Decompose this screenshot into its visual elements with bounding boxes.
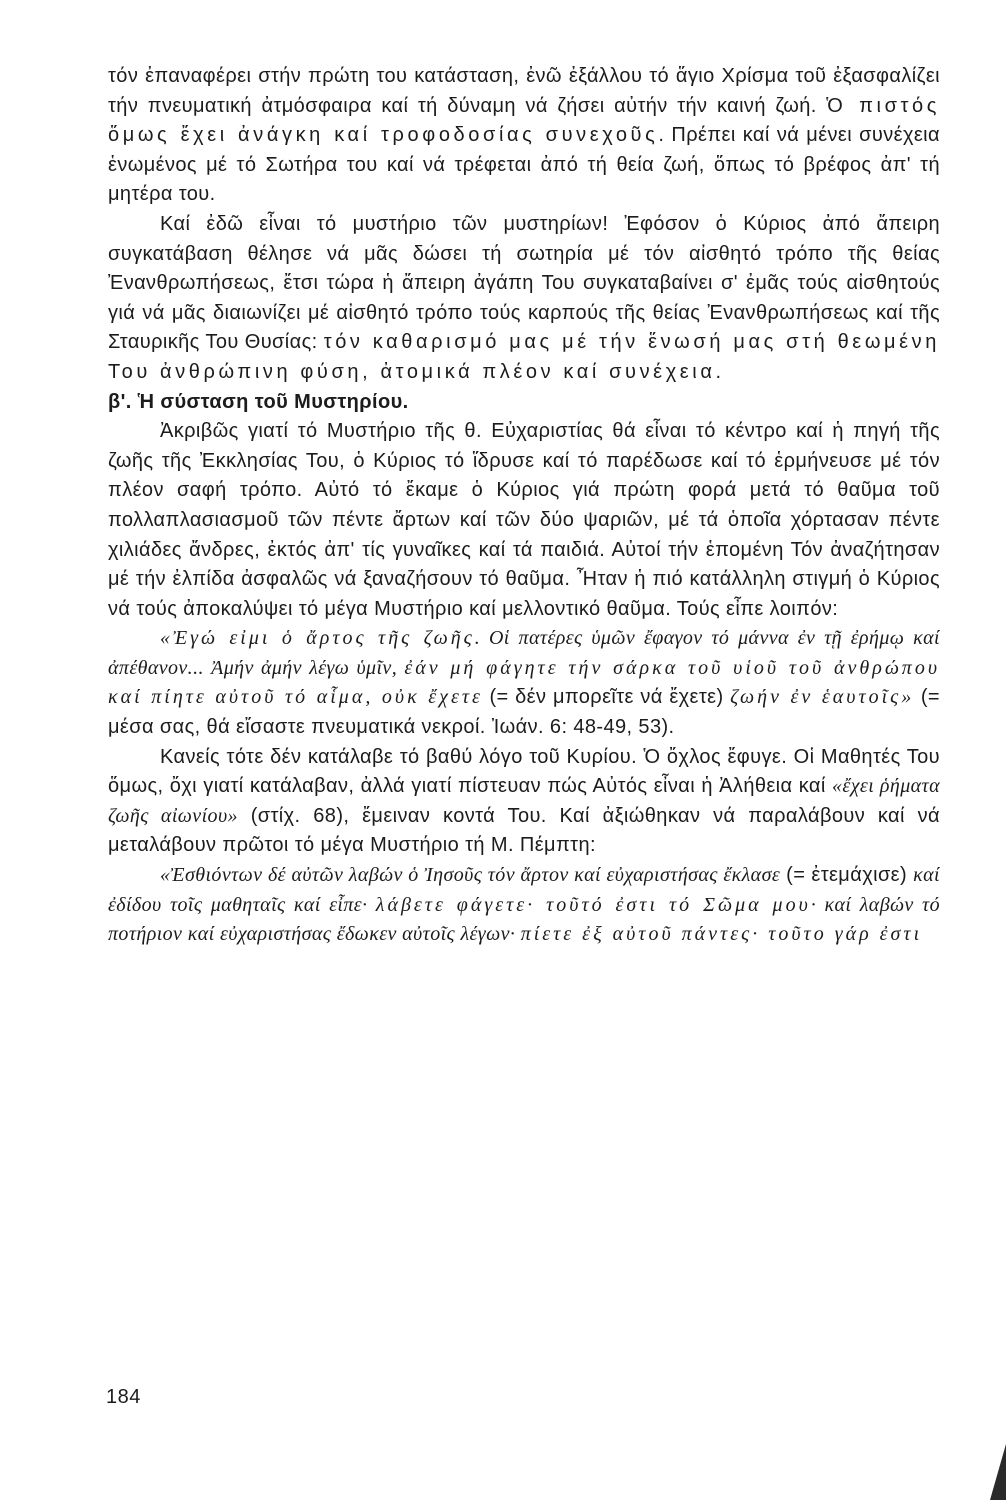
scripture-quote: [108, 861, 940, 950]
paragraph-text: . Πρέπει καί νά μένει συνέχεια ἑνωμένος μέ τό Σωτήρα του καί νά τρέφεται ἀπό τή θεία ζωή, ὅπως τό βρέφος ἀπ' τή μητέρα του.: [108, 124, 940, 206]
paragraph-text: Ἀκριβῶς γιατί τό Μυστήριο τῆς θ. Εὐχαριστίας θά εἶναι τό κέντρο καί ἡ πηγή τῆς ζωῆς τῆς Ἐκκλησίας Του, ὁ Κύριος τό ἵδρυσε καί τό παρέδωσε καί τό ἑρμήνευσε μέ τόν πλέον σαφή τρόπο. Αὐτό τό ἔκαμε ὁ Κύριος γιά πρώτη φορά μετά τό θαῦμα τοῦ πολλαπλασιασμοῦ τῶν πέντε ἄρτων καί τῶν δύο ψαριῶν, μέ τά ὁποῖα χόρτασαν πέντε χιλιάδες ἄνδρες, ἐκτός ἀπ' τίς γυναῖκες καί τά παιδιά. Αὐτοί τήν ἑπομένη Τόν ἀναζήτησαν μέ τήν ἐλπίδα ἀσφαλῶς νά ξαναζήσουν τό θαῦμα. Ἦταν ἡ πιό κατάλληλη στιγμή ὁ Κύριος νά τούς ἀποκαλύψει τό μέγα Μυστήριο καί μελλοντικό θαῦμα. Τούς εἶπε λοιπόν:: [108, 420, 940, 620]
emphasized-text: Ὁ πιστός ὅμως ἔχει ἀνάγκη καί τροφοδοσίας συνεχοῦς: [108, 94, 940, 147]
quote-text: . Οἱ πατέρες ὑμῶν ἔφαγον τό μάννα ἐν τῇ ἐρήμῳ καί ἀπέθανον... Ἀμήν ἀμήν λέγω ὑμῖν,: [108, 627, 940, 679]
quote-text-spaced: λάβετε φάγετε· τοῦτό ἐστι τό Σῶμα μου: [375, 893, 811, 916]
paragraph-text: Κανείς τότε δέν κατάλαβε τό βαθύ λόγο τοῦ Κυρίου. Ὁ ὄχλος ἔφυγε. Οἱ Μαθητές Του ὅμως, ὄχι γιατί κατάλαβαν, ἀλλά γιατί πίστευαν πώς Αὐτός εἶναι ἡ Ἀλήθεια καί: [108, 745, 940, 798]
paragraph-text: τόν ἐπαναφέρει στήν πρώτη του κατάσταση, ἐνῶ ἐξάλλου τό ἅγιο Χρίσμα τοῦ ἐξασφαλίζει τήν πνευματική ἀτμόσφαιρα καί τή δύναμη νά ζήσει αὐτήν τήν καινή ζωή.: [108, 65, 940, 117]
quote-gloss: (= ἐτεμάχισε): [780, 864, 914, 887]
paragraph-text: .: [715, 360, 722, 383]
paragraph: [108, 62, 940, 210]
quote-text-spaced: ζωήν ἐν ἑαυτοῖς»: [730, 686, 915, 709]
paragraph: [108, 417, 940, 624]
paragraph: [108, 210, 940, 388]
quote-text-spaced: πίετε ἐξ αὐτοῦ πάντες· τοῦτο γάρ ἐστι: [520, 923, 923, 946]
page-edge-mark: [990, 1444, 1006, 1500]
quote-text-spaced: ἐάν μή φάγητε τήν σάρκα τοῦ υἱοῦ τοῦ ἀνθρώπου καί πίητε αὐτοῦ τό αἷμα, οὐκ ἔχετε: [108, 656, 941, 709]
section-heading: β'. Ἡ σύσταση τοῦ Μυστηρίου.: [108, 390, 409, 413]
quote-text: καί ἐδίδου τοῖς μαθηταῖς καί εἶπε·: [108, 864, 940, 916]
scripture-quote: [108, 624, 940, 742]
emphasized-text: τόν καθαρισμό μας μέ τήν ἕνωσή μας στή θεωμένη Του ἀνθρώπινη φύση, ἀτομικά πλέον καί συνέχεια: [108, 331, 940, 383]
paragraph-text: Καί ἐδῶ εἶναι τό μυστήριο τῶν μυστηρίων! Ἐφόσον ὁ Κύριος ἀπό ἄπειρη συγκατάβαση θέλησε νά μᾶς δώσει τή σωτηρία μέ τόν αἰσθητό τρόπο τῆς θείας Ἐνανθρωπήσεως, ἔτσι τώρα ἡ ἄπειρη ἀγάπη Του συγκαταβαίνει σ' ἐμᾶς τούς αἰσθητούς γιά νά μᾶς διαιωνίζει μέ αἰσθητό τρόπο τούς καρπούς τῆς θείας Ἐνανθρωπήσεως καί τῆς Σταυρικῆς Του Θυσίας:: [108, 212, 940, 354]
paragraph: [108, 743, 940, 861]
body-text: [108, 62, 940, 950]
page-number: 184: [106, 1386, 141, 1408]
quote-text-spaced: «Ἐγώ εἰμι ὁ ἄρτος τῆς ζωῆς: [160, 627, 475, 650]
quote-text: «Ἐσθιόντων δέ αὐτῶν λαβών ὁ Ἰησοῦς τόν ἄρτον καί εὐχαριστήσας ἔκλασε: [160, 864, 781, 887]
quote-text: «ἔχει ῥήματα ζωῆς αἰωνίου»: [108, 775, 940, 827]
quote-gloss: (= δέν μπορεῖτε νά ἔχετε): [482, 686, 731, 709]
paragraph-text: (στίχ. 68), ἔμειναν κοντά Του. Καί ἀξιώθηκαν νά παραλάβουν καί νά μεταλάβουν πρῶτοι τό μέγα Μυστήριο τή Μ. Πέμπτη:: [108, 804, 940, 857]
quote-gloss: (= μέσα σας, θά εἴσαστε πνευματικά νεκροί. Ἰωάν. 6: 48-49, 53).: [108, 686, 940, 739]
quote-text: · καί λαβών τό ποτήριον καί εὐχαριστήσας ἔδωκεν αὐτοῖς λέγων·: [108, 893, 940, 946]
